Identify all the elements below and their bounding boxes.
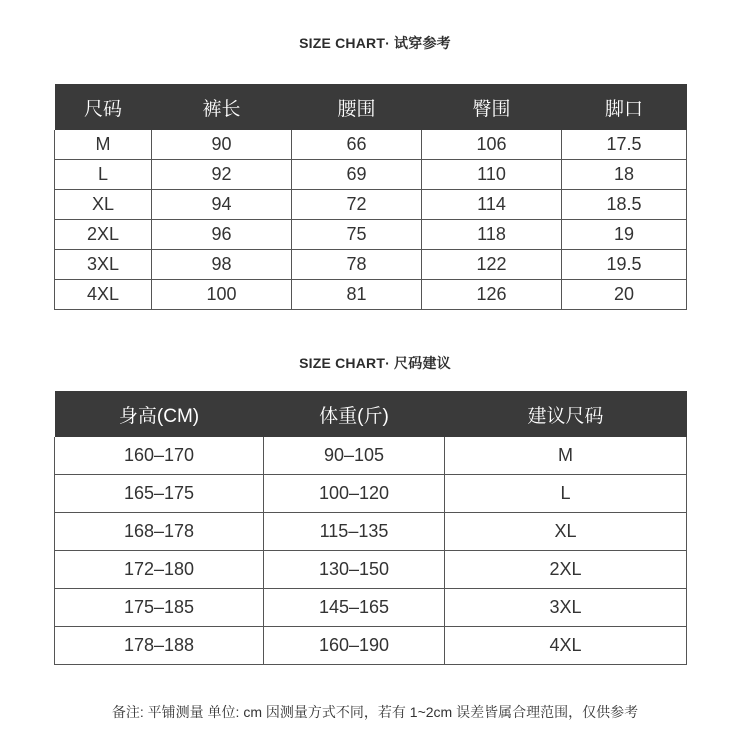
header-recommended-size: 建议尺码 [445, 391, 687, 437]
table-cell: M [55, 130, 152, 160]
table-cell: 2XL [55, 220, 152, 250]
table-row [55, 513, 687, 551]
header-waist: 腰围 [292, 84, 422, 130]
table-cell: 81 [292, 280, 422, 310]
table-cell: 145–165 [264, 589, 445, 627]
table-cell: 4XL [55, 280, 152, 310]
table-row [55, 190, 687, 220]
table-cell: 90–105 [264, 437, 445, 475]
table-row [55, 437, 687, 475]
header-pants-length: 裤长 [152, 84, 292, 130]
table-header-row [55, 391, 687, 437]
size-chart-title: SIZE CHART· 试穿参考 [299, 35, 451, 51]
table-cell: 98 [152, 250, 292, 280]
table-cell: 165–175 [55, 475, 264, 513]
table-cell: 90 [152, 130, 292, 160]
table-row [55, 160, 687, 190]
table-cell: 4XL [445, 627, 687, 665]
table-cell: 118 [422, 220, 562, 250]
table-cell: 160–170 [55, 437, 264, 475]
table-cell: 3XL [55, 250, 152, 280]
table-row [55, 250, 687, 280]
table-cell: XL [445, 513, 687, 551]
table-cell: 19 [562, 220, 687, 250]
table-cell: 172–180 [55, 551, 264, 589]
table-cell: M [445, 437, 687, 475]
table-cell: 160–190 [264, 627, 445, 665]
table-row [55, 551, 687, 589]
table-cell: 2XL [445, 551, 687, 589]
size-recommendation-title: SIZE CHART· 尺码建议 [299, 355, 451, 371]
table-row [55, 589, 687, 627]
table-cell: 20 [562, 280, 687, 310]
table-cell: 92 [152, 160, 292, 190]
table-row [55, 280, 687, 310]
table-cell: 94 [152, 190, 292, 220]
table-cell: 75 [292, 220, 422, 250]
table-cell: XL [55, 190, 152, 220]
table-cell: 66 [292, 130, 422, 160]
table-row [55, 627, 687, 665]
table-cell: 3XL [445, 589, 687, 627]
table-cell: 19.5 [562, 250, 687, 280]
table-cell: 122 [422, 250, 562, 280]
table-cell: 96 [152, 220, 292, 250]
table-row [55, 220, 687, 250]
table-cell: 175–185 [55, 589, 264, 627]
table-header-row [55, 84, 687, 130]
table-cell: 78 [292, 250, 422, 280]
table-cell: 106 [422, 130, 562, 160]
table-cell: 110 [422, 160, 562, 190]
header-hip: 臀围 [422, 84, 562, 130]
measurement-note: 备注: 平铺测量 单位: cm 因测量方式不同，若有 1~2cm 误差皆属合理范围，仅供参考 [111, 704, 639, 720]
header-leg-opening: 脚口 [562, 84, 687, 130]
table-cell: 72 [292, 190, 422, 220]
header-height: 身高(CM) [55, 391, 264, 437]
table-cell: 18.5 [562, 190, 687, 220]
table-cell: 168–178 [55, 513, 264, 551]
table-cell: 69 [292, 160, 422, 190]
table-cell: 126 [422, 280, 562, 310]
table-cell: L [55, 160, 152, 190]
table-cell: 130–150 [264, 551, 445, 589]
table-row [55, 130, 687, 160]
header-size: 尺码 [55, 84, 152, 130]
table-cell: 178–188 [55, 627, 264, 665]
table-cell: 100–120 [264, 475, 445, 513]
table-cell: 17.5 [562, 130, 687, 160]
header-weight: 体重(斤) [264, 391, 445, 437]
table-cell: 114 [422, 190, 562, 220]
table-cell: 115–135 [264, 513, 445, 551]
measurement-table [54, 84, 687, 310]
table-row [55, 475, 687, 513]
table-cell: L [445, 475, 687, 513]
table-cell: 100 [152, 280, 292, 310]
table-cell: 18 [562, 160, 687, 190]
recommendation-table [54, 391, 687, 665]
